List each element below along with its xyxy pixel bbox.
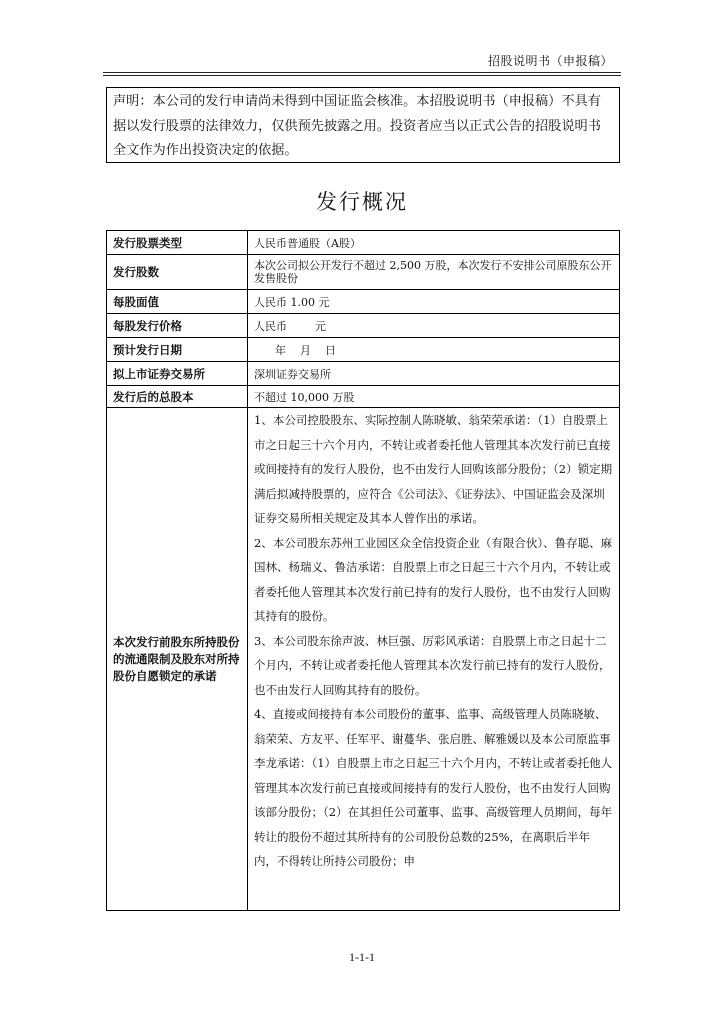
table-row-lockup	[107, 408, 620, 911]
page-number: 1-1-1	[349, 950, 375, 964]
row-label: 发行股票类型	[107, 231, 248, 255]
commitment-paragraph: 3、本公司股东徐声波、林巨强、厉彩风承诺：自股票上市之日起十二个月内，不转让或者委托他人管理其本次发行前已持有的发行人股份，也不由发行人回购其持有的股份。	[254, 633, 611, 697]
row-label: 每股面值	[107, 290, 248, 314]
page-title: 发行概况	[316, 190, 408, 214]
lockup-label: 本次发行前股东所持股份的流通限制及股东对所持股份自愿锁定的承诺	[107, 408, 248, 911]
lockup-commitments	[248, 408, 620, 911]
row-label: 每股发行价格	[107, 314, 248, 338]
table-row	[107, 314, 620, 338]
table-row	[107, 255, 620, 290]
header-rule	[103, 72, 621, 73]
header-rule-secondary	[103, 75, 621, 76]
row-value: 不超过 10,000 万股	[248, 386, 620, 408]
row-label: 发行后的总股本	[107, 386, 248, 408]
header-text: 招股说明书（申报稿）	[487, 54, 613, 68]
row-value: 人民币 元	[248, 314, 620, 338]
commitment-paragraph: 2、本公司股东苏州工业园区众全信投资企业（有限合伙）、鲁存聪、麻国林、杨瑞义、鲁洁承诺：自股票上市之日起三十六个月内，不转让或者委托他人管理其本次发行前已持有的发行人股份，也不由发行人回购其持有的股份。	[254, 535, 613, 623]
row-label: 预计发行日期	[107, 338, 248, 362]
offering-overview-table	[106, 230, 620, 911]
row-value: 本次公司拟公开发行不超过 2,500 万股，本次发行不安排公司原股东公开发售股份	[248, 255, 620, 290]
row-value: 人民币普通股（A股）	[248, 231, 620, 255]
table-row	[107, 231, 620, 255]
table-row	[107, 290, 620, 314]
row-label: 拟上市证券交易所	[107, 362, 248, 386]
row-value: 年 月 日	[248, 338, 620, 362]
table-row	[107, 338, 620, 362]
table-row	[107, 362, 620, 386]
commitment-paragraph: 1、本公司控股股东、实际控制人陈晓敏、翁荣荣承诺：（1）自股票上市之日起三十六个月内，不转让或者委托他人管理其本次发行前已直接或间接持有的发行人股份，也不由发行人回购该部分股份；（2）锁定期满后拟减持股票的，应符合《公司法》、《证券法》、中国证监会及深圳证券交易所相关规定及其本人曾作出的承诺。	[254, 413, 613, 525]
row-value: 深圳证券交易所	[248, 362, 620, 386]
disclaimer-text: 声明：本公司的发行申请尚未得到中国证监会核准。本招股说明书（申报稿）不具有据以发行股票的法律效力，仅供预先披露之用。投资者应当以正式公告的招股说明书全文作为作出投资决定的依据。	[113, 94, 601, 158]
disclaimer-box	[106, 87, 620, 163]
table-row	[107, 386, 620, 408]
row-value: 人民币 1.00 元	[248, 290, 620, 314]
row-label: 发行股数	[107, 255, 248, 290]
commitment-paragraph: 4、直接或间接持有本公司股份的董事、监事、高级管理人员陈晓敏、翁荣荣、方友平、任军平、谢蔓华、张启胜、解雅媛以及本公司原监事李龙承诺：（1）自股票上市之日起三十六个月内，不转让或者委托他人管理其本次发行前已直接或间接持有的发行人股份，也不由发行人回购该部分股份；（2）在其担任公司董事、监事、高级管理人员期间，每年转让的股份不超过其所持有的公司股份总数的25%，在离职后半年内，不得转让所持公司股份；申	[254, 707, 613, 868]
